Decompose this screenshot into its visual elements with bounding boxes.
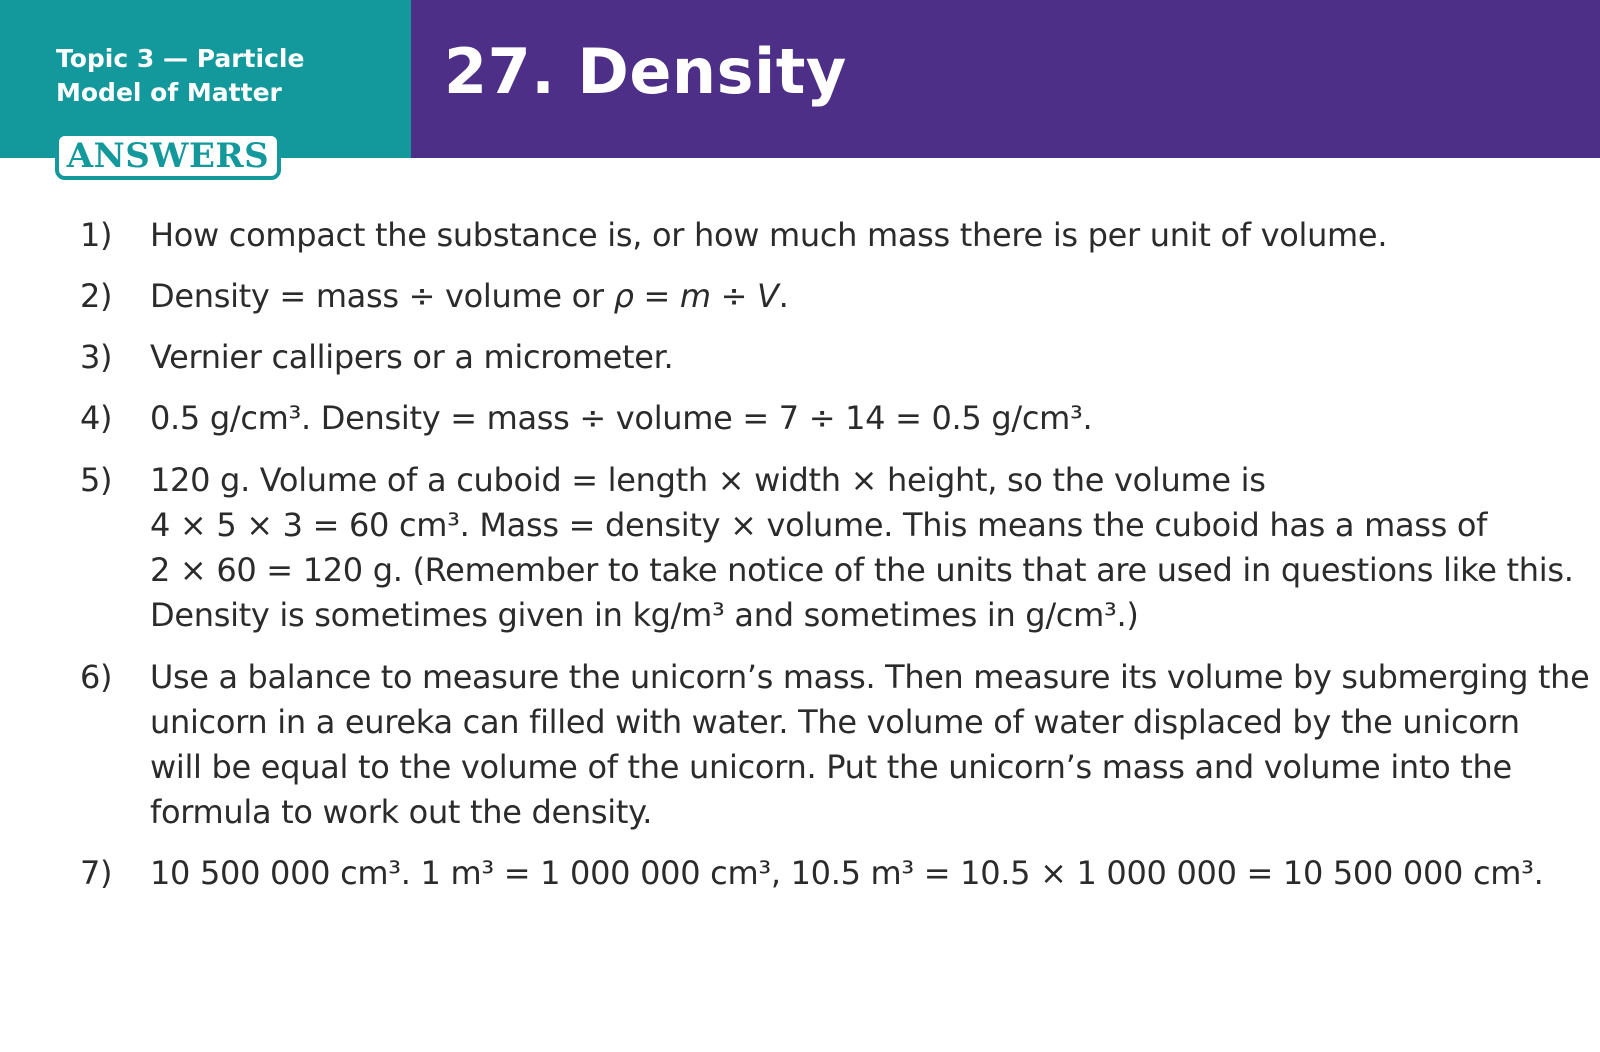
answer-number: 3) <box>80 338 113 376</box>
answer-number: 1) <box>80 216 113 254</box>
topic-line: Model of Matter <box>56 78 282 107</box>
topic-title <box>56 42 304 110</box>
answer-number: 6) <box>80 658 113 696</box>
answer-line: unicorn in a eureka can filled with water. The volume of water displaced by the unicorn <box>150 703 1520 741</box>
answer-line: Use a balance to measure the unicorn’s mass. Then measure its volume by submerging the <box>150 658 1590 696</box>
answer-line: 120 g. Volume of a cuboid = length × width × height, so the volume is <box>150 461 1266 499</box>
answer-text <box>150 335 1550 380</box>
answer-number: 4) <box>80 399 113 437</box>
rho-symbol: ρ <box>613 277 634 315</box>
formula-text: . <box>778 277 789 315</box>
answer-line: Density is sometimes given in kg/m³ and sometimes in g/cm³.) <box>150 596 1139 634</box>
mass-symbol: m <box>679 277 711 315</box>
answer-line: formula to work out the density. <box>150 793 653 831</box>
answer-line: Vernier callipers or a micrometer. <box>150 338 674 376</box>
volume-symbol: V <box>757 277 779 315</box>
topic-line: Topic 3 — Particle <box>56 44 305 73</box>
answer-text <box>150 274 1550 319</box>
answer-line <box>150 274 1550 319</box>
answer-line: 2 × 60 = 120 g. (Remember to take notice of the units that are used in questions like this. <box>150 551 1574 589</box>
answer-line: How compact the substance is, or how much mass there is per unit of volume. <box>150 216 1388 254</box>
answer-line: 0.5 g/cm³. Density = mass ÷ volume = 7 ÷ 14 = 0.5 g/cm³. <box>150 399 1093 437</box>
answer-text <box>150 851 1550 896</box>
formula-text: ÷ <box>710 277 758 315</box>
answer-line: 10 500 000 cm³. 1 m³ = 1 000 000 cm³, 10.5 m³ = 10.5 × 1 000 000 = 10 500 000 cm³. <box>150 854 1544 892</box>
answer-number: 7) <box>80 854 113 892</box>
answer-text <box>150 396 1550 441</box>
page-title: 27. Density <box>444 35 847 108</box>
answer-number: 5) <box>80 461 113 499</box>
answers-badge: ANSWERS <box>55 132 281 180</box>
answer-line: will be equal to the volume of the unicorn. Put the unicorn’s mass and volume into the <box>150 748 1512 786</box>
answer-number: 2) <box>80 277 113 315</box>
formula-text: Density = mass ÷ volume or <box>150 277 614 315</box>
answer-text <box>150 213 1550 258</box>
formula-text: = <box>633 277 680 315</box>
title-bar <box>411 0 1600 158</box>
answer-line: 4 × 5 × 3 = 60 cm³. Mass = density × volume. This means the cuboid has a mass of <box>150 506 1488 544</box>
answer-text <box>150 655 1590 835</box>
answer-text <box>150 458 1574 638</box>
